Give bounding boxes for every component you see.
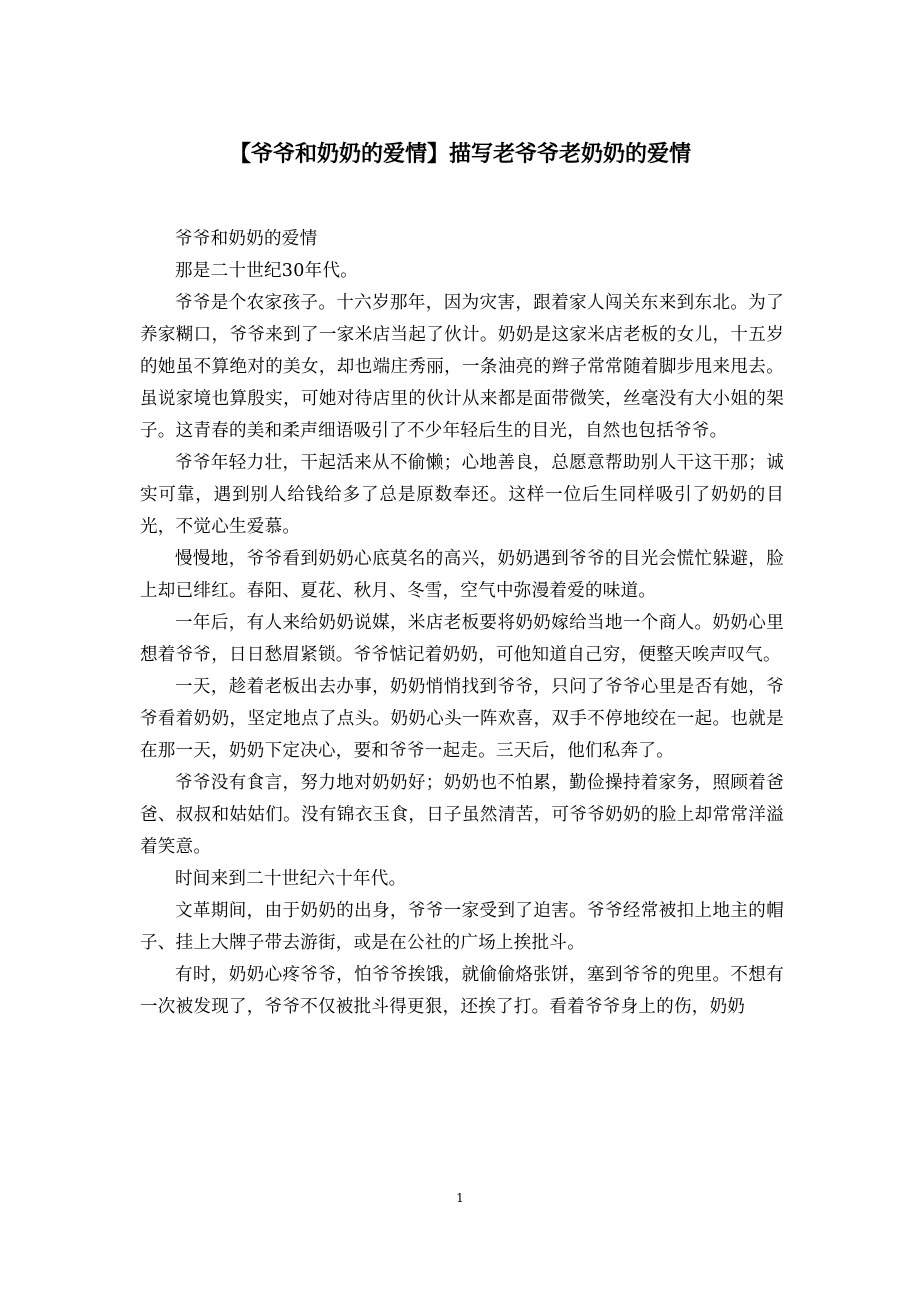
page-number: 1: [456, 1191, 464, 1205]
article-body: [140, 223, 784, 1023]
page-title: 【爷爷和奶奶的爱情】描写老爷爷老奶奶的爱情: [228, 142, 691, 167]
paragraph: 爷爷没有食言，努力地对奶奶好；奶奶也不怕累，勤俭操持着家务，照顾着爸爸、叔叔和姑姑们。没有锦衣玉食，日子虽然清苦，可爷爷奶奶的脸上却常常洋溢着笑意。: [140, 773, 784, 857]
paragraph: 爷爷是个农家孩子。十六岁那年，因为灾害，跟着家人闯关东来到东北。为了养家糊口，爷爷来到了一家米店当起了伙计。奶奶是这家米店老板的女儿，十五岁的她虽不算绝对的美女，却也端庄秀丽，一条油亮的辫子常常随着脚步甩来甩去。虽说家境也算殷实，可她对待店里的伙计从来都是面带微笑，丝毫没有大小姐的架子。这青春的美和柔声细语吸引了不少年轻后生的目光，自然也包括爷爷。: [140, 293, 784, 441]
paragraph: 有时，奶奶心疼爷爷，怕爷爷挨饿，就偷偷烙张饼，塞到爷爷的兜里。不想有一次被发现了，爷爷不仅被批斗得更狠，还挨了打。看着爷爷身上的伤，奶奶: [140, 965, 784, 1017]
paragraph: 爷爷和奶奶的爱情: [175, 229, 318, 249]
paragraph: 文革期间，由于奶奶的出身，爷爷一家受到了迫害。爷爷经常被扣上地主的帽子、挂上大牌子带去游街，或是在公社的广场上挨批斗。: [140, 901, 784, 953]
paragraph: 一年后，有人来给奶奶说媒，米店老板要将奶奶嫁给当地一个商人。奶奶心里想着爷爷，日日愁眉紧锁。爷爷惦记着奶奶，可他知道自己穷，便整天唉声叹气。: [140, 613, 784, 665]
paragraph: 时间来到二十世纪六十年代。: [175, 869, 407, 889]
paragraph: 一天，趁着老板出去办事，奶奶悄悄找到爷爷，只问了爷爷心里是否有她，爷爷看着奶奶，坚定地点了点头。奶奶心头一阵欢喜，双手不停地绞在一起。也就是在那一天，奶奶下定决心，要和爷爷一起走。三天后，他们私奔了。: [140, 677, 784, 761]
paragraph: 爷爷年轻力壮，干起活来从不偷懒；心地善良，总愿意帮助别人干这干那；诚实可靠，遇到别人给钱给多了总是原数奉还。这样一位后生同样吸引了奶奶的目光，不觉心生爱慕。: [140, 453, 784, 537]
paragraph: 慢慢地，爷爷看到奶奶心底莫名的高兴，奶奶遇到爷爷的目光会慌忙躲避，脸上却已绯红。春阳、夏花、秋月、冬雪，空气中弥漫着爱的味道。: [140, 549, 784, 601]
paragraph: 那是二十世纪30年代。: [175, 261, 359, 281]
